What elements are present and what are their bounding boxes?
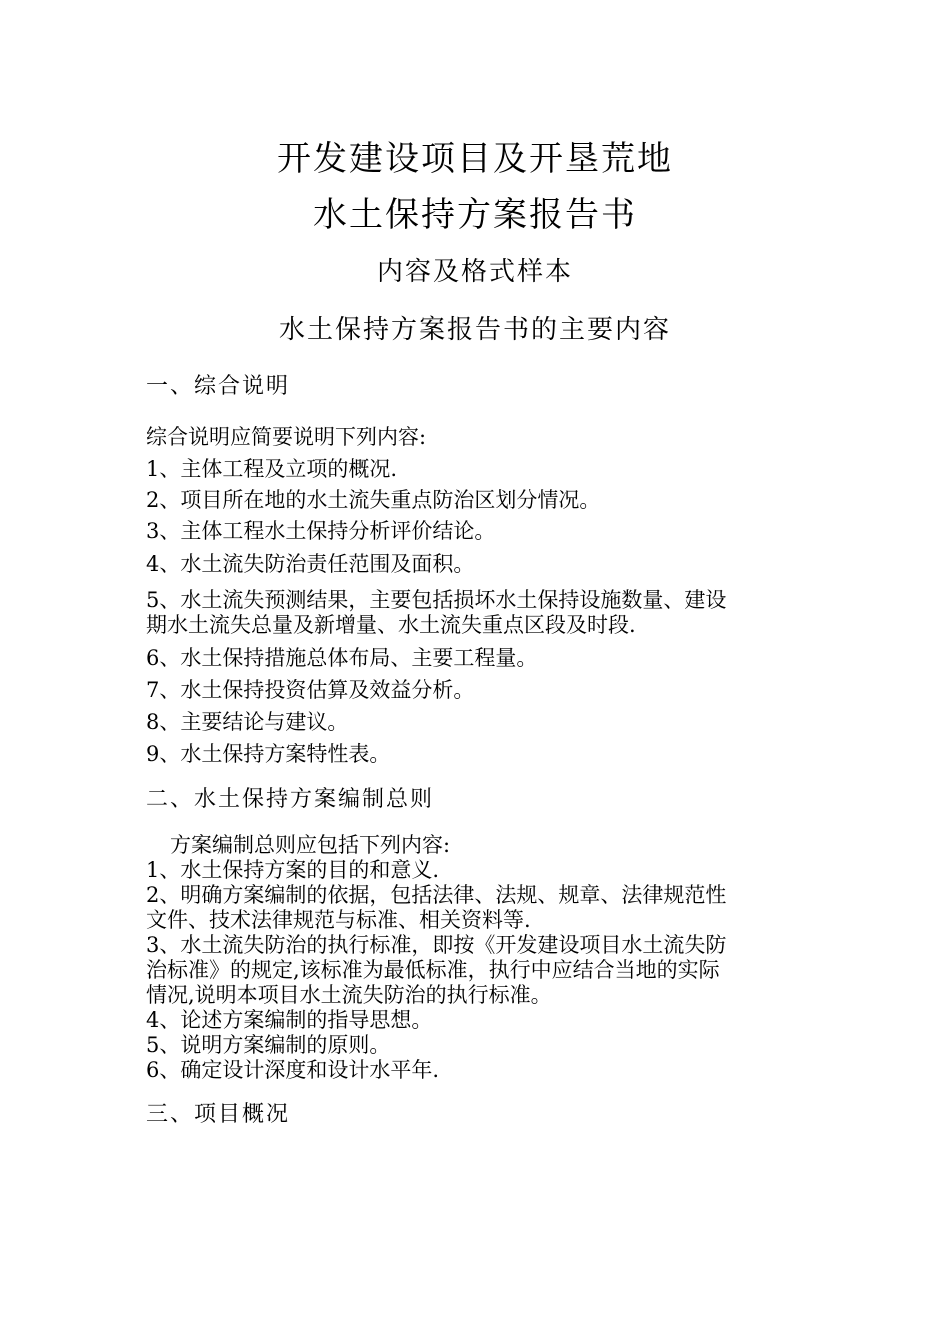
section-title: 水土保持方案报告书的主要内容	[278, 315, 671, 345]
list-item: 9、水土保持方案特性表。	[146, 742, 391, 766]
list-item: 2、明确方案编制的依据，包括法律、法规、规章、法律规范性	[146, 883, 727, 907]
list-item: 7、水土保持投资估算及效益分析。	[146, 678, 475, 702]
section-heading-1: 一、综合说明	[146, 374, 291, 399]
section-heading-3: 三、项目概况	[146, 1102, 291, 1127]
list-item: 4、论述方案编制的指导思想。	[146, 1008, 433, 1032]
list-item: 8、主要结论与建议。	[146, 710, 349, 734]
list-item-continuation: 治标准》的规定,该标准为最低标准，执行中应结合当地的实际	[146, 958, 720, 982]
title-line-2: 水土保持方案报告书	[313, 195, 637, 235]
list-item: 3、水土流失防治的执行标准，即按《开发建设项目水土流失防	[146, 933, 727, 957]
list-item: 2、项目所在地的水土流失重点防治区划分情况。	[146, 488, 601, 512]
list-item: 5、水土流失预测结果，主要包括损坏水土保持设施数量、建设	[146, 588, 727, 612]
section-heading-2: 二、水土保持方案编制总则	[146, 787, 435, 812]
list-item: 6、确定设计深度和设计水平年.	[146, 1058, 440, 1082]
subtitle: 内容及格式样本	[376, 257, 573, 287]
list-item: 6、水土保持措施总体布局、主要工程量。	[146, 646, 538, 670]
list-item-continuation: 文件、技术法律规范与标准、相关资料等.	[146, 908, 531, 932]
list-item: 1、主体工程及立项的概况.	[146, 457, 398, 481]
list-item: 3、主体工程水土保持分析评价结论。	[146, 519, 496, 543]
list-item-continuation: 期水土流失总量及新增量、水土流失重点区段及时段.	[146, 613, 636, 637]
title-line-1: 开发建设项目及开垦荒地	[277, 139, 673, 179]
list-item: 5、说明方案编制的原则。	[146, 1033, 391, 1057]
list-item: 4、水土流失防治责任范围及面积。	[146, 552, 475, 576]
list-item-continuation: 情况,说明本项目水土流失防治的执行标准。	[146, 983, 552, 1007]
list-item: 1、水土保持方案的目的和意义.	[146, 858, 440, 882]
section1-intro: 综合说明应简要说明下列内容:	[146, 425, 427, 449]
section2-intro: 方案编制总则应包括下列内容:	[170, 833, 451, 857]
